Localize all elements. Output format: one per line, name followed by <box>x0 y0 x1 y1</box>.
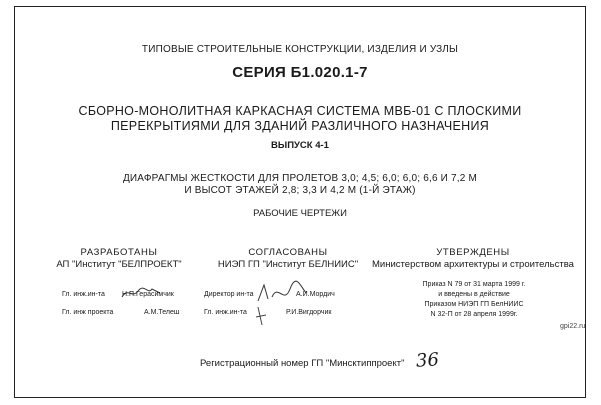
signer-role: Директор ин-та <box>204 291 254 298</box>
signature-line <box>62 309 180 316</box>
handwritten-signature-icon <box>252 305 272 329</box>
order-line: Приказ N 79 от 31 марта 1999 г. <box>422 281 526 288</box>
approved-column <box>372 247 574 270</box>
order-line: N 32-П от 28 апреля 1999г. <box>430 311 518 318</box>
signer-name: А.И.Мордич <box>296 291 335 298</box>
signer-role: Гл. инж.ин-та <box>204 309 247 316</box>
approved-org: Министерством архитектуры и строительства <box>372 259 574 270</box>
signer-role: Гл. инж.ин-та <box>62 291 105 298</box>
registration-number: 36 <box>415 349 440 372</box>
developed-heading: РАЗРАБОТАНЫ <box>80 247 158 258</box>
system-title-line: ПЕРЕКРЫТИЯМИ ДЛЯ ЗДАНИЙ РАЗЛИЧНОГО НАЗНАЧЕНИЯ <box>110 119 490 133</box>
approval-order <box>374 280 574 320</box>
order-line: Приказом НИЭП ГП БелНИИС <box>424 301 524 308</box>
work-drawings-label: РАБОЧИЕ ЧЕРТЕЖИ <box>253 208 347 219</box>
order-line: и введены в действие <box>438 291 510 298</box>
agreed-heading: СОГЛАСОВАНЫ <box>248 247 328 258</box>
diaphragm-description <box>14 173 586 197</box>
signer-name: Р.И.Вигдорчик <box>286 309 332 316</box>
signature-line <box>62 291 174 298</box>
diaphragm-line: И ВЫСОТ ЭТАЖЕЙ 2,8; 3,3 И 4,2 М (1-Й ЭТАЖ) <box>184 185 416 196</box>
signer-role: Гл. инж проекта <box>62 309 114 316</box>
system-title-line: СБОРНО-МОНОЛИТНАЯ КАРКАСНАЯ СИСТЕМА МВБ-01 С ПЛОСКИМИ <box>78 104 522 118</box>
developed-org: АП "Институт "БЕЛПРОЕКТ" <box>56 259 182 270</box>
header-line: ТИПОВЫЕ СТРОИТЕЛЬНЫЕ КОНСТРУКЦИИ, ИЗДЕЛИЯ И УЗЛЫ <box>141 44 459 55</box>
registration-label: Регистрационный номер ГП "Минсктиппроект" <box>200 358 405 369</box>
agreed-column <box>206 247 370 270</box>
issue-number: ВЫПУСК 4-1 <box>271 140 329 151</box>
approved-heading: УТВЕРЖДЕНЫ <box>436 247 510 258</box>
series-title: СЕРИЯ Б1.020.1-7 <box>232 64 368 81</box>
diaphragm-line: ДИАФРАГМЫ ЖЕСТКОСТИ ДЛЯ ПРОЛЕТОВ 3,0; 4,5; 6,0; 6,0; 6,6 И 7,2 М <box>122 173 478 184</box>
signer-name: Н.П.Герасимчик <box>122 291 174 298</box>
developed-column <box>34 247 204 270</box>
signer-name: А.М.Телеш <box>144 309 180 316</box>
signature-line <box>204 309 332 316</box>
agreed-org: НИЭП ГП "Институт БЕЛНИИС" <box>217 259 359 270</box>
system-title <box>14 104 586 134</box>
signature-line <box>204 291 335 298</box>
watermark: gpi22.ru <box>560 323 586 330</box>
